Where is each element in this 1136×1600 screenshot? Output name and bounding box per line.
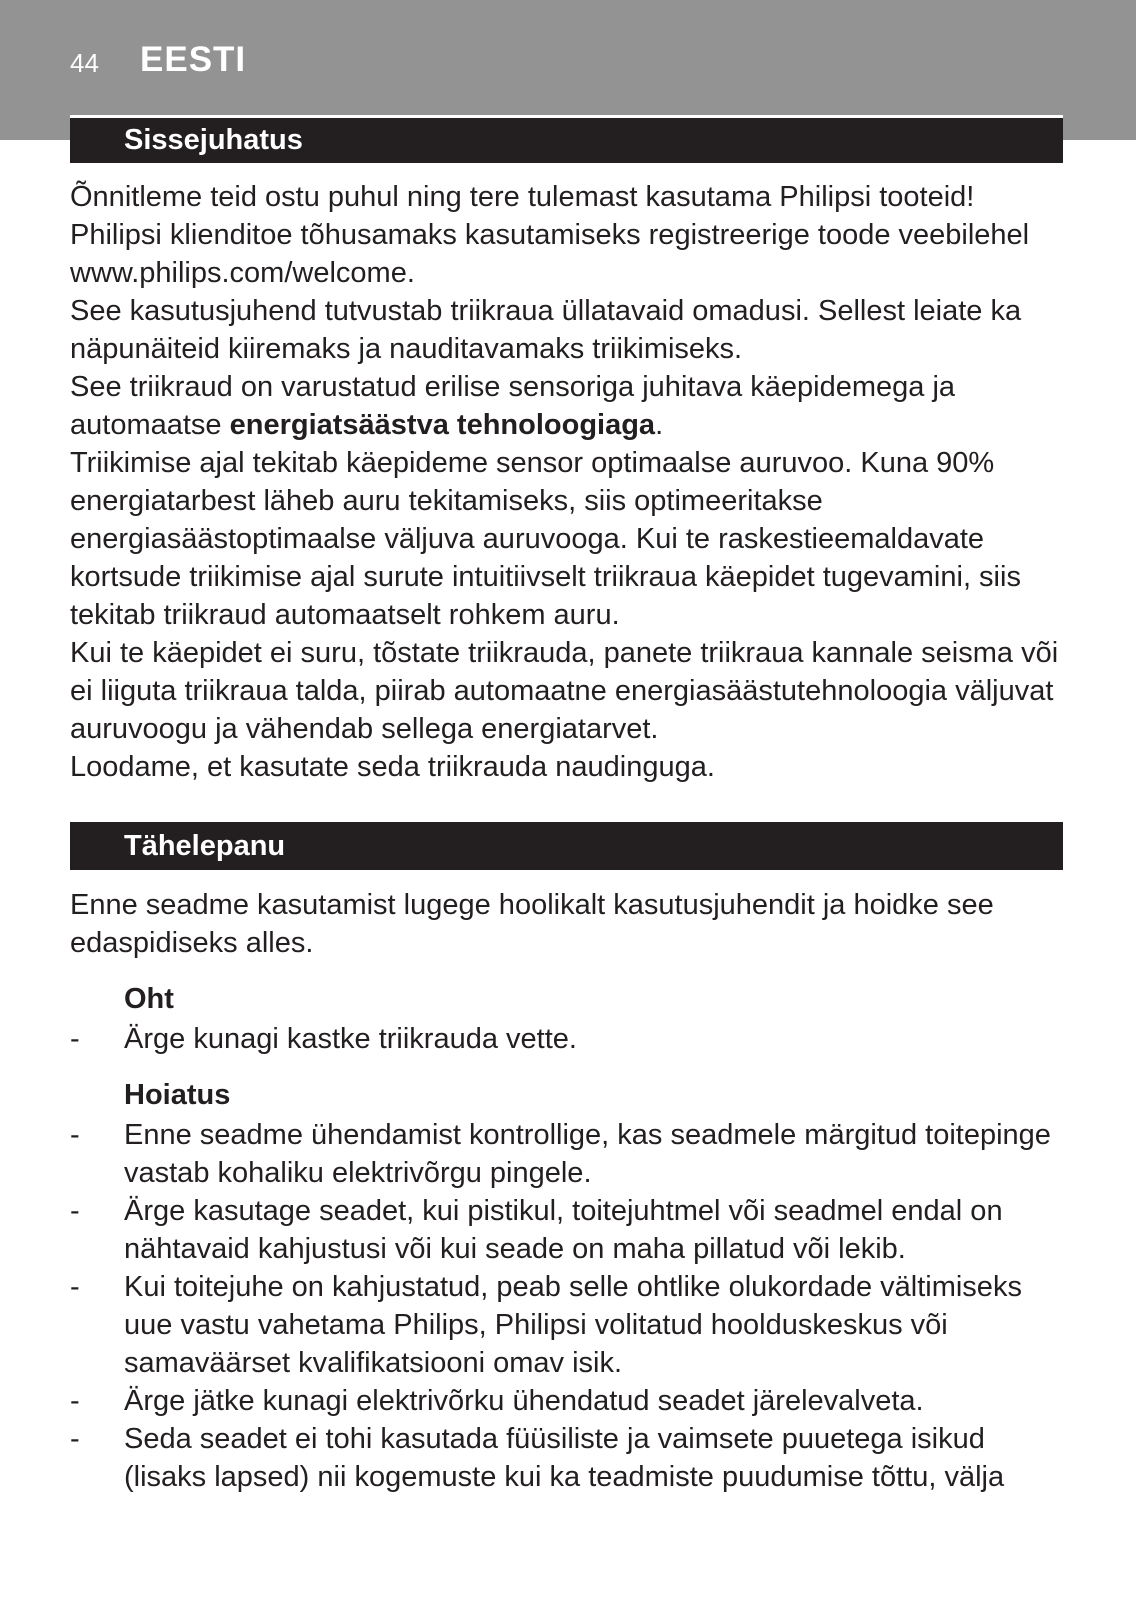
list-item-text: Seda seadet ei tohi kasutada füüsiliste ja vaimsete puuetega isikud (lisaks lapsed) nii kogemuste kui ka teadmiste puudumise tõttu, välja xyxy=(124,1423,1005,1493)
list-dash: - xyxy=(70,1271,80,1303)
warning-heading: Hoiatus xyxy=(124,1079,231,1111)
intro-paragraph: Õnnitleme teid ostu puhul ning tere tulemast kasutama Philipsi tooteid! Philipsi klienditoe tõhusamaks kasutamiseks registreerige toode veebilehel www.philips.com/welcome. xyxy=(70,181,1030,289)
section-title-attention: Tähelepanu xyxy=(124,830,286,862)
danger-heading: Oht xyxy=(124,983,174,1015)
list-item xyxy=(70,1268,1070,1382)
warning-list xyxy=(70,1116,1070,1496)
list-dash: - xyxy=(70,1385,80,1417)
section-bar-attention xyxy=(70,822,1063,870)
intro-p3-bold: energiatsäästva tehnoloogiaga xyxy=(229,409,656,441)
intro-text xyxy=(70,178,1070,786)
intro-paragraph: See kasutusjuhend tutvustab triikraua üllatavaid omadusi. Sellest leiate ka näpunäiteid kiiremaks ja nauditavamaks triikimiseks. xyxy=(70,295,1022,365)
section-bar-intro xyxy=(70,115,1063,163)
list-item-text: Ärge jätke kunagi elektrivõrku ühendatud seadet järelevalveta. xyxy=(124,1385,924,1417)
list-item xyxy=(70,1116,1070,1192)
page-number: 44 xyxy=(70,48,99,78)
intro-paragraph: Triikimise ajal tekitab käepideme sensor optimaalse auruvoo. Kuna 90% energiatarbest läheb auru tekitamiseks, siis optimeeritakse energiasäästoptimaalse väljuva auruvooga. Kui te raskestieemaldavate kortsude triikimise ajal surute intuitiivselt triikraua käepidet tugevamini, siis tekitab triikraud automaatselt rohkem auru. xyxy=(70,447,1021,631)
intro-paragraph: Kui te käepidet ei suru, tõstate triikrauda, panete triikraua kannale seisma või ei liiguta triikraua talda, piirab automaatne energiasäästutehnoloogia väljuvat auruvoogu ja vähendab sellega energiatarvet. xyxy=(70,637,1059,745)
language-heading: EESTI xyxy=(140,40,247,79)
section-title-intro: Sissejuhatus xyxy=(124,124,303,156)
intro-p3-end: . xyxy=(655,409,664,441)
list-dash: - xyxy=(70,1119,80,1151)
intro-paragraph xyxy=(70,368,1070,444)
list-dash: - xyxy=(70,1023,80,1055)
intro-p3-text: See triikraud on varustatud erilise sensoriga juhitava käepidemega ja automaatse xyxy=(70,371,956,441)
list-item-text: Enne seadme ühendamist kontrollige, kas seadmele märgitud toitepinge vastab kohaliku elektrivõrgu pingele. xyxy=(124,1119,1051,1189)
list-item-text: Ärge kasutage seadet, kui pistikul, toitejuhtmel või seadmel endal on nähtavaid kahjustusi või kui seade on maha pillatud või lekib. xyxy=(124,1195,1003,1265)
attention-paragraph: Enne seadme kasutamist lugege hoolikalt kasutusjuhendit ja hoidke see edaspidiseks alles. xyxy=(70,889,994,959)
list-item xyxy=(70,1420,1070,1496)
list-item xyxy=(70,1020,1070,1058)
danger-list xyxy=(70,1020,1070,1058)
intro-paragraph: Loodame, et kasutate seda triikrauda naudinguga. xyxy=(70,751,715,783)
list-dash: - xyxy=(70,1423,80,1455)
list-dash: - xyxy=(70,1195,80,1227)
list-item-text: Kui toitejuhe on kahjustatud, peab selle ohtlike olukordade vältimiseks uue vastu vahetama Philips, Philipsi volitatud hoolduskeskus või samaväärset kvalifikatsiooni omav isik. xyxy=(124,1271,1022,1379)
list-item-text: Ärge kunagi kastke triikrauda vette. xyxy=(124,1023,577,1055)
attention-text xyxy=(70,886,1070,962)
list-item xyxy=(70,1192,1070,1268)
list-item xyxy=(70,1382,1070,1420)
